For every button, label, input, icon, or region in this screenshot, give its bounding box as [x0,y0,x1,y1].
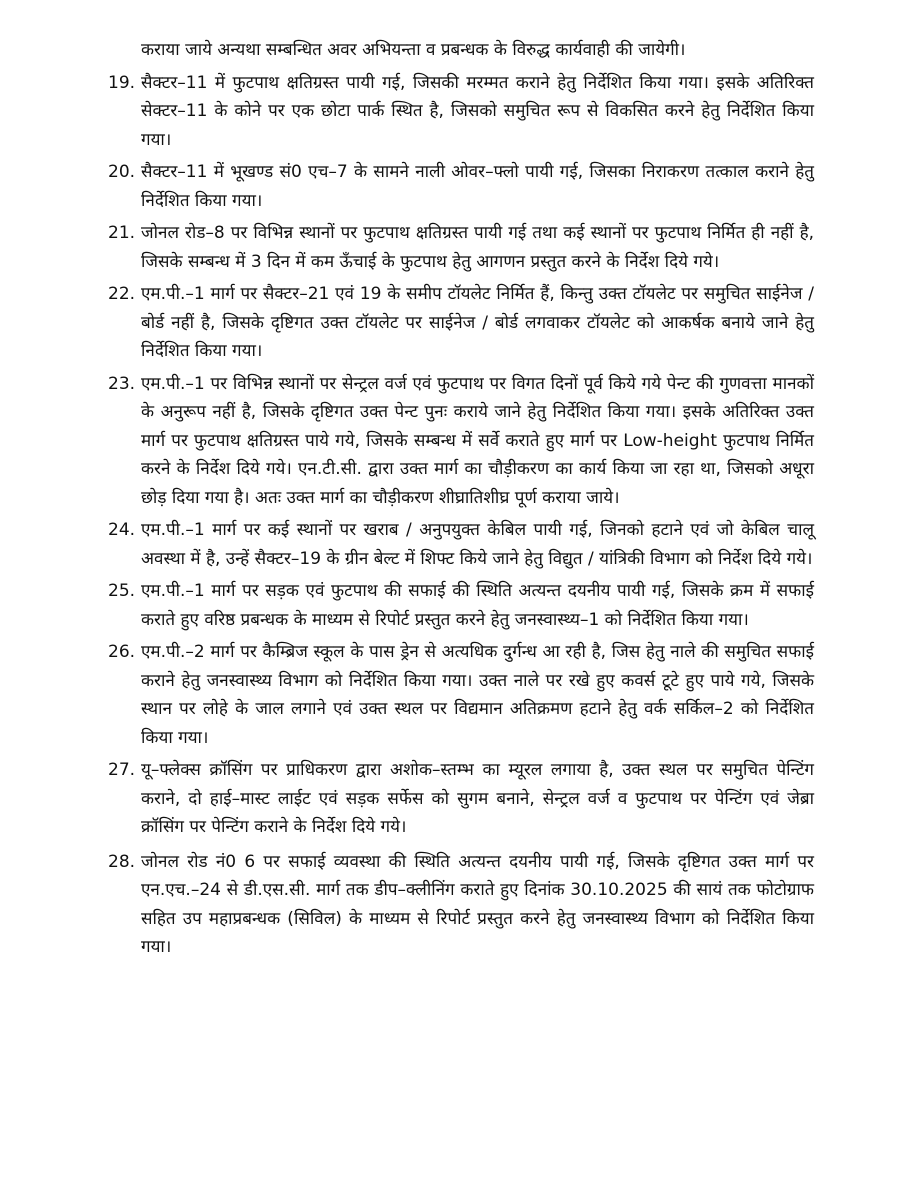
document-body [108,36,814,966]
paragraph-text: एम.पी.–1 मार्ग पर कई स्थानों पर खराब / अनुपयुक्त केबिल पायी गई, जिनको हटाने एवं जो केबिल चालू अवस्था में है, उन्हें सैक्टर–19 के ग्रीन बेल्ट में शिफ्ट किये जाने हेतु विद्युत / यांत्रिकी विभाग को निर्देश दिये गये। [141,520,814,569]
paragraph-number: 19. [108,72,136,93]
paragraph-21 [108,219,814,276]
paragraph-text: यू–फ्लेक्स क्रॉसिंग पर प्राधिकरण द्वारा अशोक–स्तम्भ का म्यूरल लगाया है, उक्त स्थल पर समुचित पेन्टिंग कराने, दो हाई–मास्ट लाईट एवं सड़क सर्फेस को सुगम बनाने, सेन्ट्रल वर्ज व फुटपाथ पर पेन्टिंग एवं जेब्रा क्रॉसिंग पर पेन्टिंग कराने के निर्देश दिये गये। [141,760,814,837]
paragraph-text: कराया जाये अन्यथा सम्बन्धित अवर अभियन्ता व प्रबन्धक के विरुद्ध कार्यवाही की जायेगी। [141,40,686,60]
paragraph-24 [108,516,814,573]
paragraph-number: 22. [108,284,136,304]
paragraph-number: 20. [108,162,136,182]
paragraph-20 [108,158,814,215]
paragraph-text: एम.पी.–1 मार्ग पर सड़क एवं फुटपाथ की सफाई की स्थिति अत्यन्त दयनीय पायी गई, जिसके क्रम में सफाई कराते हुए वरिष्ठ प्रबन्धक के माध्यम से रिपोर्ट प्रस्तुत करने हेतु जनस्वास्थ्य–1 को निर्देशित किया गया। [141,581,814,630]
paragraph-number: 28. [108,851,136,872]
paragraph-text: सैक्टर–11 में फुटपाथ क्षतिग्रस्त पायी गई, जिसकी मरम्मत कराने हेतु निर्देशित किया गया। इसके अतिरिक्त सेक्टर–11 के कोने पर एक छोटा पार्क स्थित है, जिसको समुचित रूप से विकसित करने हेतु निर्देशित किया गया। [141,72,814,150]
paragraph-number: 25. [108,581,136,601]
paragraph-number: 24. [108,520,136,540]
paragraph-number: 27. [108,760,136,780]
paragraph-text: जोनल रोड नं0 6 पर सफाई व्यवस्था की स्थिति अत्यन्त दयनीय पायी गई, जिसके दृष्टिगत उक्त मार्ग पर एन.एच.–24 से डी.एस.सी. मार्ग तक डीप–क्लीनिंग कराते हुए दिनांक 30.10.2025 की सायं तक फोटोग्राफ सहित उप महाप्रबन्धक (सिविल) के माध्यम से रिपोर्ट प्रस्तुत करने हेतु जनस्वास्थ्य विभाग को निर्देशित किया गया। [141,851,814,957]
paragraph-text: एम.पी.–1 पर विभिन्न स्थानों पर सेन्ट्रल वर्ज एवं फुटपाथ पर विगत दिनों पूर्व किये गये पेन्ट की गुणवत्ता मानकों के अनुरूप नहीं है, जिसके दृष्टिगत उक्त पेन्ट पुनः कराये जाने हेतु निर्देशित किया गया। इसके अतिरिक्त उक्त मार्ग पर फुटपाथ क्षतिग्रस्त पाये गये, जिसके सम्बन्ध में सर्वे कराते हुए मार्ग पर Low-height फुटपाथ निर्मित करने के निर्देश दिये गये। एन.टी.सी. द्वारा उक्त मार्ग का चौड़ीकरण का कार्य किया जा रहा था, जिसको अधूरा छोड़ दिया गया है। अतः उक्त मार्ग का चौड़ीकरण शीघ्रातिशीघ्र पूर्ण कराया जाये। [141,373,814,508]
paragraph-text: एम.पी.–1 मार्ग पर सैक्टर–21 एवं 19 के समीप टॉयलेट निर्मित हैं, किन्तु उक्त टॉयलेट पर समुचित साईनेज / बोर्ड नहीं है, जिसके दृष्टिगत उक्त टॉयलेट पर साईनेज / बोर्ड लगवाकर टॉयलेट को आकर्षक बनाये जाने हेतु निर्देशित किया गया। [141,284,814,361]
paragraph-continuation [108,36,814,65]
paragraph-25 [108,577,814,634]
paragraph-text: जोनल रोड–8 पर विभिन्न स्थानों पर फुटपाथ क्षतिग्रस्त पायी गई तथा कई स्थानों पर फुटपाथ निर्मित ही नहीं है, जिसके सम्बन्ध में 3 दिन में कम ऊँचाई के फुटपाथ हेतु आगणन प्रस्तुत करने के निर्देश दिये गये। [141,223,814,272]
paragraph-22 [108,280,814,366]
paragraph-23 [108,370,814,513]
paragraph-number: 26. [108,642,136,662]
paragraph-number: 21. [108,223,136,243]
paragraph-text: सैक्टर–11 में भूखण्ड सं0 एच–7 के सामने नाली ओवर–फ्लो पायी गई, जिसका निराकरण तत्काल कराने हेतु निर्देशित किया गया। [141,162,814,211]
paragraph-28 [108,848,814,962]
paragraph-text: एम.पी.–2 मार्ग पर कैम्ब्रिज स्कूल के पास ड्रेन से अत्यधिक दुर्गन्ध आ रही है, जिस हेतु नाले की समुचित सफाई कराने हेतु जनस्वास्थ्य विभाग को निर्देशित किया गया। उक्त नाले पर रखे हुए कवर्स टूटे हुए पाये गये, जिसके स्थान पर लोहे के जाल लगाने एवं उक्त स्थल पर विद्यमान अतिक्रमण हटाने हेतु वर्क सर्किल–2 को निर्देशित किया गया। [141,642,814,748]
paragraph-19 [108,69,814,155]
paragraph-27 [108,756,814,842]
paragraph-26 [108,638,814,752]
paragraph-number: 23. [108,373,136,394]
